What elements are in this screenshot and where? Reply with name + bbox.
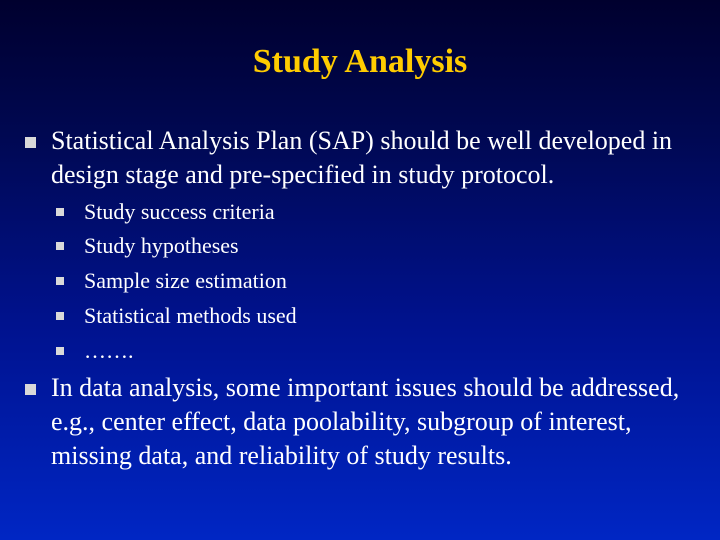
sub-bullet-text: Study success criteria [84, 199, 275, 224]
sub-bullet-text: Statistical methods used [84, 303, 297, 328]
sub-bullet-hypotheses [56, 229, 696, 263]
bullet-square-icon [56, 277, 64, 285]
bullet-square-icon [25, 137, 36, 148]
sub-bullet-text: Sample size estimation [84, 268, 287, 293]
sub-bullet-methods [56, 299, 696, 333]
bullet-item-data-analysis [25, 371, 705, 473]
bullet-square-icon [25, 384, 36, 395]
bullet-square-icon [56, 242, 64, 250]
bullet-square-icon [56, 208, 64, 216]
sub-bullet-success-criteria [56, 195, 696, 229]
bullet-text: Statistical Analysis Plan (SAP) should be well developed in design stage and pre-specified in study protocol. [51, 126, 673, 189]
sub-bullet-ellipsis [56, 334, 696, 368]
sub-bullet-text: ……. [84, 338, 134, 363]
bullet-item-sap [25, 124, 705, 192]
sub-bullet-sample-size [56, 264, 696, 298]
bullet-text: In data analysis, some important issues should be addressed, e.g., center effect, data poolability, subgroup of interest, missing data, and reliability of study results. [51, 373, 680, 470]
slide-title: Study Analysis [252, 43, 468, 80]
bullet-square-icon [56, 347, 64, 355]
bullet-square-icon [56, 312, 64, 320]
sub-bullet-text: Study hypotheses [84, 233, 239, 258]
